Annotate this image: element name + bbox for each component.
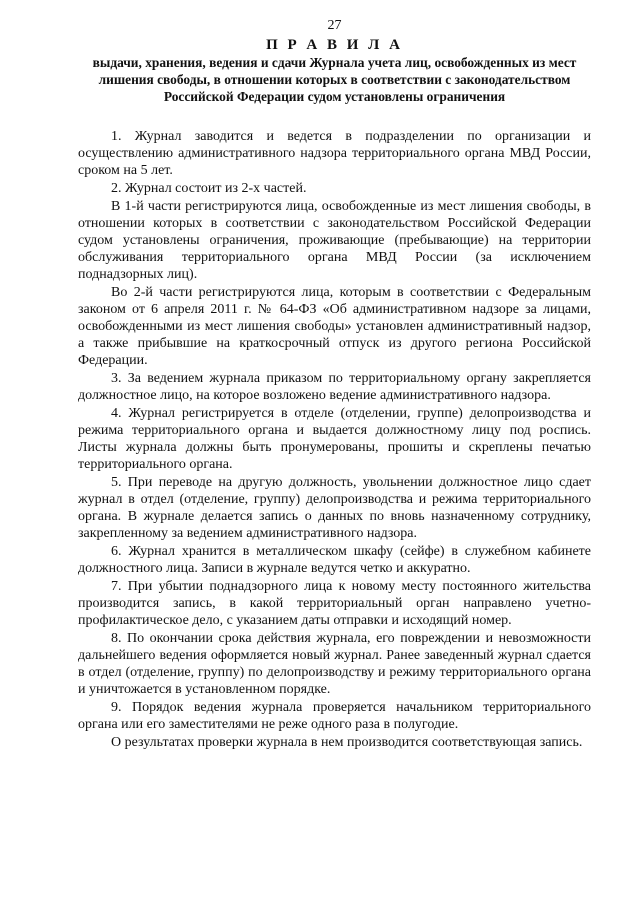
paragraph-1: 1. Журнал заводится и ведется в подразделении по организации и осуществлению административного надзора территориального органа МВД России, сроком на 5 лет. bbox=[78, 129, 591, 178]
paragraph-9: 9. Порядок ведения журнала проверяется начальником территориального органа или его заместителями не реже одного раза в полугодие. bbox=[78, 700, 591, 732]
paragraph-6: 6. Журнал хранится в металлическом шкафу (сейфе) в служебном кабинете должностного лица. Записи в журнале ведутся четко и аккуратно. bbox=[78, 544, 591, 576]
paragraph-7: 7. При убытии поднадзорного лица к новому месту постоянного жительства производится запись, в какой территориальный орган направлено учетно-профилактическое дело, с указанием даты отправки и исходящий номер. bbox=[78, 579, 591, 628]
paragraph-8: 8. По окончании срока действия журнала, его повреждении и невозможности дальнейшего ведения оформляется новый журнал. Ранее заведенный журнал сдается в отдел (отделение, группу) по делопроизводству и режиму территориального органа и уничтожается в установленном порядке. bbox=[78, 631, 591, 697]
document-page bbox=[78, 18, 591, 752]
document-body bbox=[78, 128, 591, 751]
document-subtitle: выдачи, хранения, ведения и сдачи Журнала учета лиц, освобожденных из мест лишения свободы, в отношении которых в соответствии с законодательством Российской Федерации судом установлены ограничения bbox=[92, 55, 577, 104]
paragraph-2: 2. Журнал состоит из 2-х частей. bbox=[111, 181, 307, 196]
paragraph-3: 3. За ведением журнала приказом по территориальному органу закрепляется должностное лицо, на которое возложено ведение административного надзора. bbox=[78, 371, 591, 403]
paragraph-2-part-2: Во 2-й части регистрируются лица, которым в соответствии с Федеральным законом от 6 апреля 2011 г. № 64-ФЗ «Об административном надзоре за лицами, освобожденными из мест лишения свободы» установлен административный надзор, а также прибывшие на краткосрочный отпуск из другого региона Российской Федерации. bbox=[78, 285, 591, 368]
paragraph-4: 4. Журнал регистрируется в отделе (отделении, группе) делопроизводства и режима территориального органа и выдается должностному лицу под роспись. Листы журнала должны быть пронумерованы, прошиты и скреплены печатью территориального органа. bbox=[78, 406, 591, 472]
paragraph-closing: О результатах проверки журнала в нем производится соответствующая запись. bbox=[111, 735, 583, 750]
paragraph-2-part-1: В 1-й части регистрируются лица, освобожденные из мест лишения свободы, в отношении которых в соответствии с законодательством Российской Федерации судом установлены ограничения, проживающие (пребывающие) на территории обслуживания территориального органа МВД России (за исключением поднадзорных лиц). bbox=[78, 199, 591, 282]
paragraph-5: 5. При переводе на другую должность, увольнении должностное лицо сдает журнал в отдел (отделение, группу) делопроизводства и режима территориального органа. В журнале делается запись о данных по вновь назначенному сотруднику, закрепленному за ведением административного надзора. bbox=[78, 475, 591, 541]
page-number: 27 bbox=[327, 18, 342, 33]
document-title: П Р А В И Л А bbox=[266, 37, 403, 53]
